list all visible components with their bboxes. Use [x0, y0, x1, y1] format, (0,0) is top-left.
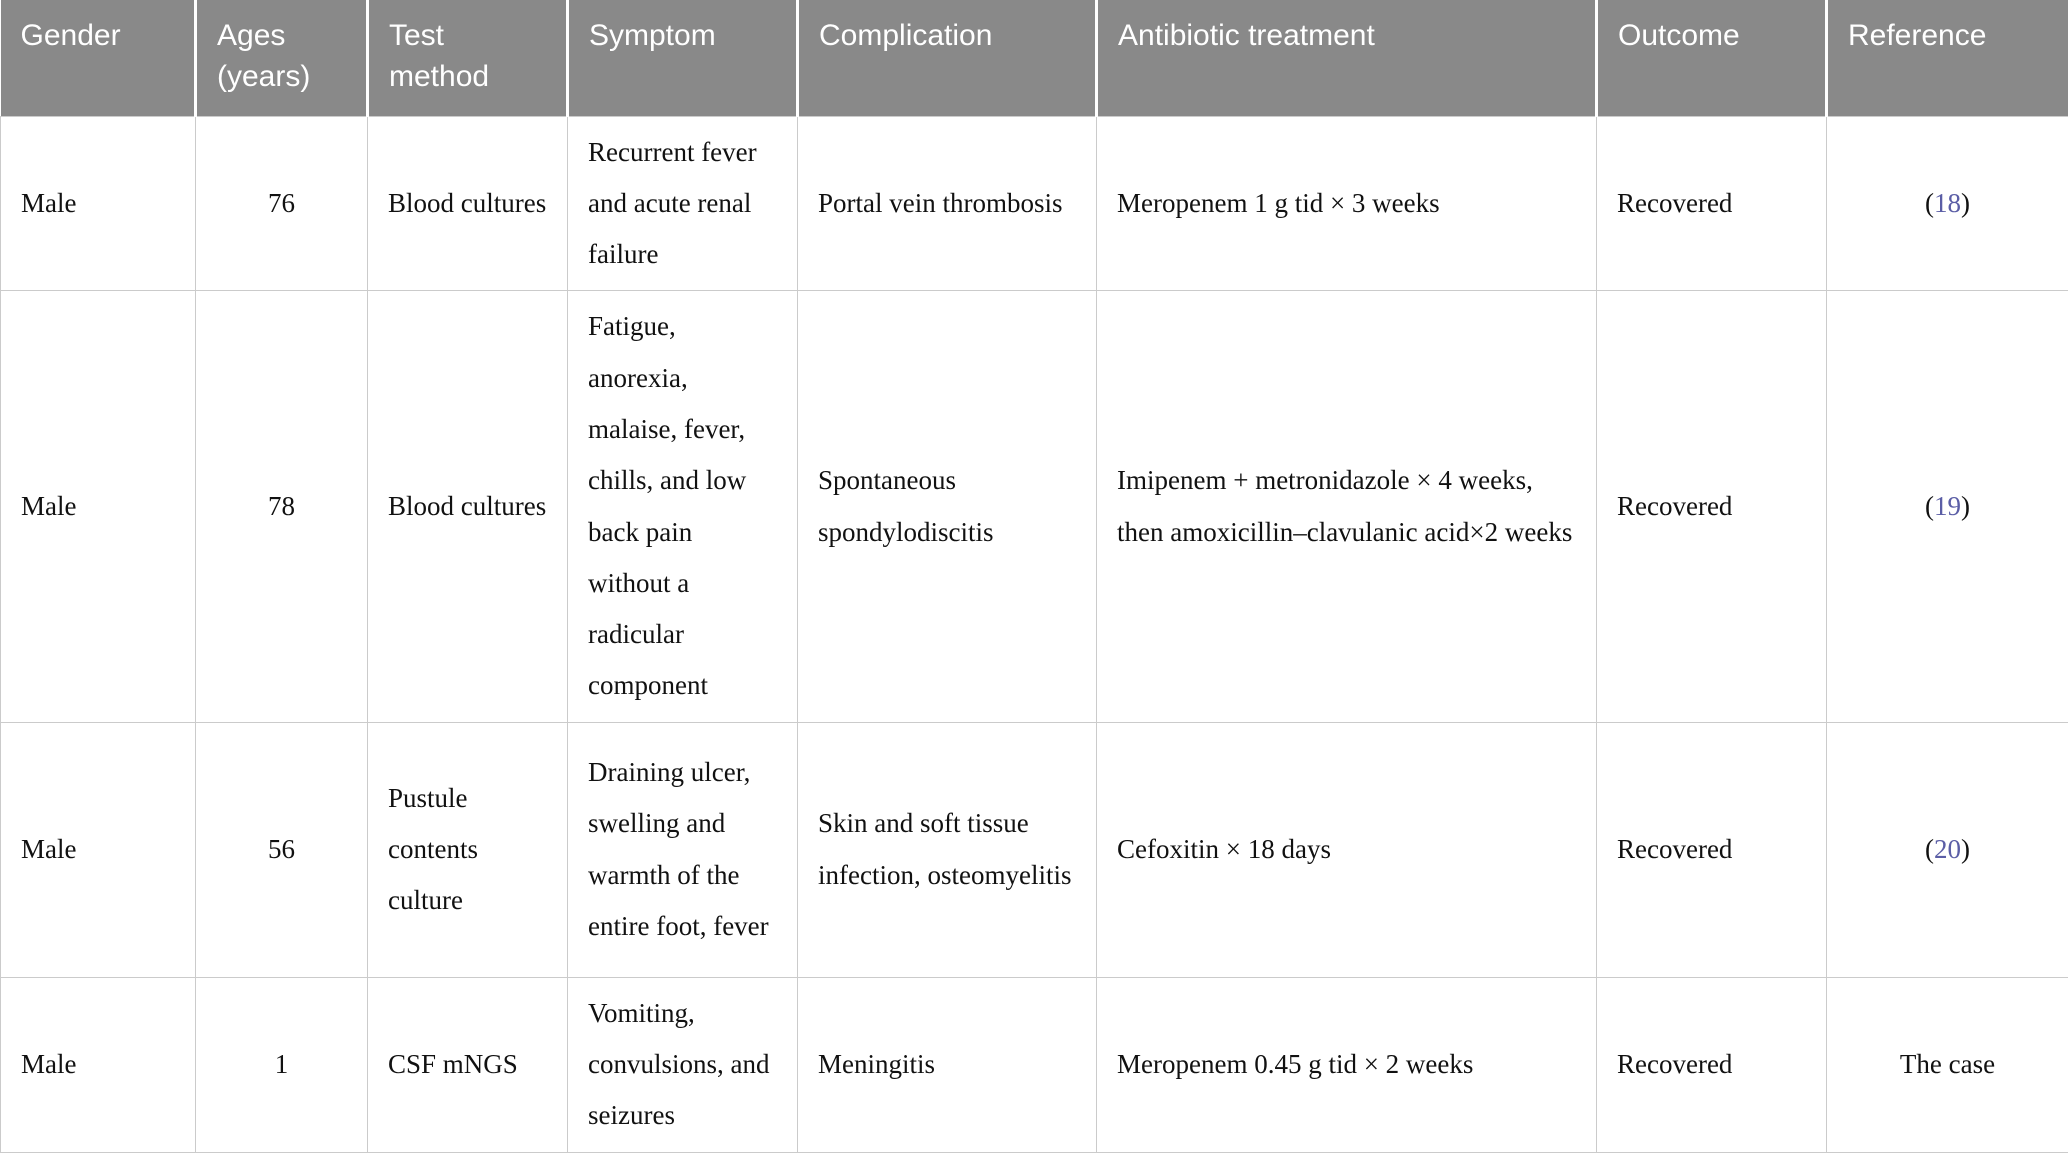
table-row: [1, 116, 2068, 291]
column-header-test-method: Test method: [368, 0, 568, 116]
column-header-gender: Gender: [1, 0, 196, 116]
table-body: [1, 116, 2068, 1152]
gender-cell: Male: [1, 977, 196, 1152]
column-header-antibiotic-treatment: Antibiotic treatment: [1097, 0, 1597, 116]
table-row: [1, 291, 2068, 722]
complication-cell: Meningitis: [798, 977, 1097, 1152]
reference-paren-open: (: [1925, 834, 1934, 864]
reference-paren-close: ): [1961, 491, 1970, 521]
reference-paren-close: ): [1961, 188, 1970, 218]
outcome-cell: Recovered: [1597, 977, 1827, 1152]
symptom-cell: Recurrent fever and acute renal failure: [568, 116, 798, 291]
complication-cell: Portal vein thrombosis: [798, 116, 1097, 291]
complication-cell: Skin and soft tissue infection, osteomyelitis: [798, 722, 1097, 977]
gender-cell: Male: [1, 116, 196, 291]
symptom-cell: Vomiting, convulsions, and seizures: [568, 977, 798, 1152]
outcome-cell: Recovered: [1597, 116, 1827, 291]
reference-citation-link[interactable]: 19: [1934, 491, 1961, 521]
table-row: [1, 722, 2068, 977]
column-header-ages: Ages (years): [196, 0, 368, 116]
reference-cell: [1827, 977, 2068, 1152]
complication-cell: Spontaneous spondylodiscitis: [798, 291, 1097, 722]
reference-paren-close: ): [1961, 834, 1970, 864]
test-method-cell: CSF mNGS: [368, 977, 568, 1152]
table-row: [1, 977, 2068, 1152]
age-cell: 78: [196, 291, 368, 722]
column-header-symptom: Symptom: [568, 0, 798, 116]
column-header-complication: Complication: [798, 0, 1097, 116]
column-header-outcome: Outcome: [1597, 0, 1827, 116]
age-cell: 1: [196, 977, 368, 1152]
age-cell: 56: [196, 722, 368, 977]
age-cell: 76: [196, 116, 368, 291]
gender-cell: Male: [1, 722, 196, 977]
reference-paren-open: (: [1925, 491, 1934, 521]
reference-text: The case: [1900, 1049, 1995, 1079]
outcome-cell: Recovered: [1597, 722, 1827, 977]
header-row: [1, 0, 2068, 116]
reference-cell: [1827, 722, 2068, 977]
outcome-cell: Recovered: [1597, 291, 1827, 722]
reference-cell: [1827, 291, 2068, 722]
column-header-reference: Reference: [1827, 0, 2068, 116]
table-header: [1, 0, 2068, 116]
antibiotic-cell: Meropenem 1 g tid × 3 weeks: [1097, 116, 1597, 291]
antibiotic-cell: Imipenem + metronidazole × 4 weeks, then amoxicillin–clavulanic acid×2 weeks: [1097, 291, 1597, 722]
symptom-cell: Draining ulcer, swelling and warmth of the entire foot, fever: [568, 722, 798, 977]
antibiotic-cell: Cefoxitin × 18 days: [1097, 722, 1597, 977]
gender-cell: Male: [1, 291, 196, 722]
antibiotic-cell: Meropenem 0.45 g tid × 2 weeks: [1097, 977, 1597, 1152]
test-method-cell: Blood cultures: [368, 291, 568, 722]
reference-paren-open: (: [1925, 188, 1934, 218]
test-method-cell: Blood cultures: [368, 116, 568, 291]
reference-citation-link[interactable]: 20: [1934, 834, 1961, 864]
reference-citation-link[interactable]: 18: [1934, 188, 1961, 218]
test-method-cell: Pustule contents culture: [368, 722, 568, 977]
symptom-cell: Fatigue, anorexia, malaise, fever, chills, and low back pain without a radicular component: [568, 291, 798, 722]
reference-cell: [1827, 116, 2068, 291]
